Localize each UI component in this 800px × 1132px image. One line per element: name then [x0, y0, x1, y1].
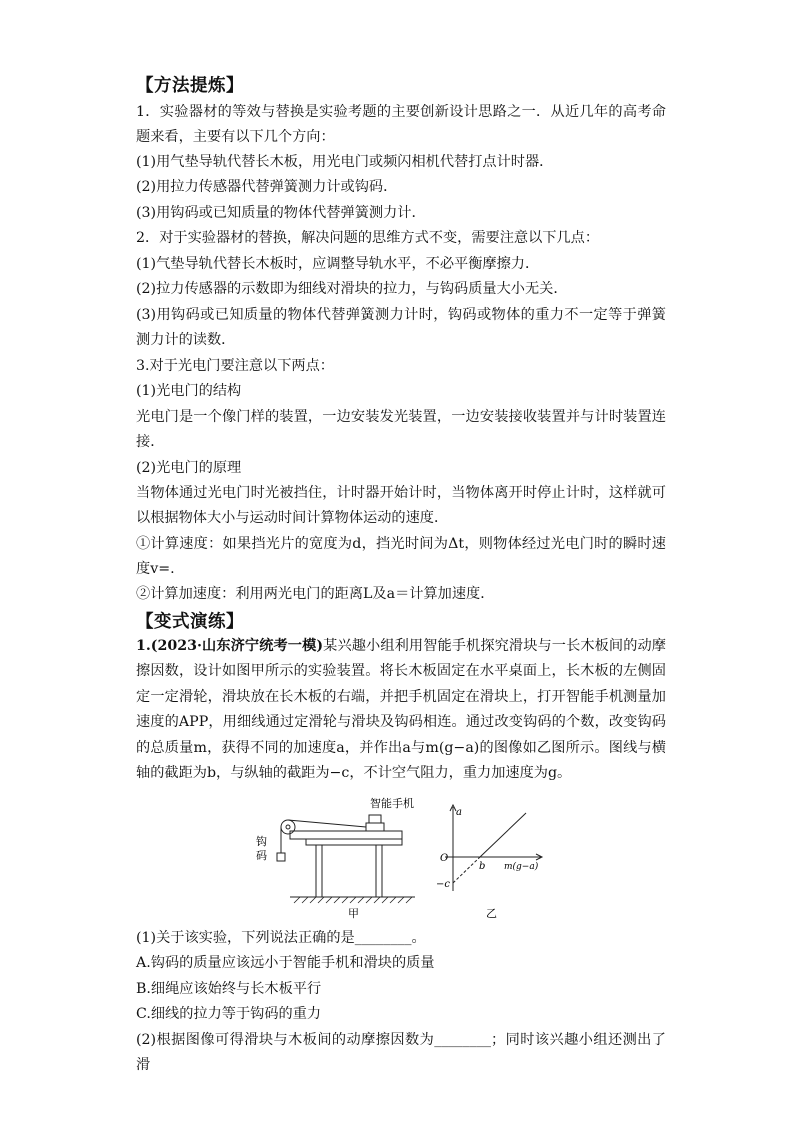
- question-1-source: 1.(2023·山东济宁统考一模): [136, 638, 324, 654]
- method-heading: 【方法提炼】: [136, 76, 244, 96]
- figure-jia-caption: 甲: [348, 907, 359, 920]
- option-b: B.细绳应该始终与长木板平行: [136, 981, 322, 997]
- table-top: [306, 839, 402, 845]
- graph-origin: O: [440, 853, 449, 864]
- hook-weight: [277, 853, 285, 861]
- method-para-1: 1．实验器材的等效与替换是实验考题的主要创新设计思路之一．从近几年的高考命题来看，主要有以下几个方向：: [136, 104, 666, 146]
- table-leg-right: [376, 845, 382, 897]
- graph-y-label: a: [456, 807, 462, 818]
- practice-heading: 【变式演练】: [136, 612, 244, 632]
- sub-question-1: (1)关于该实验，下列说法正确的是________。: [136, 930, 426, 946]
- method-para-2: 2．对于实验器材的替换，解决问题的思维方式不变，需要注意以下几点：: [136, 230, 600, 246]
- phone-label: 智能手机: [370, 797, 414, 810]
- question-1: [136, 634, 666, 786]
- method-para-3-1-title: (1)光电门的结构: [136, 383, 242, 399]
- graph-b-label: b: [479, 861, 486, 872]
- method-para-1-2: (2)用拉力传感器代替弹簧测力计或钩码．: [136, 179, 398, 195]
- method-acceleration: ②计算加速度：利用两光电门的距离L及a＝计算加速度．: [136, 586, 495, 602]
- option-a: A.钩码的质量应该远小于智能手机和滑块的质量: [136, 955, 435, 971]
- method-para-2-1: (1)气垫导轨代替长木板时，应调整导轨水平，不必平衡摩擦力．: [136, 256, 540, 272]
- smartphone: [369, 815, 381, 823]
- figure-svg: [250, 795, 560, 920]
- question-1-text: 某兴趣小组利用智能手机探究滑块与一长木板间的动摩擦因数，设计如图甲所示的实验装置。将长木板固定在水平桌面上，长木板的左侧固定一定滑轮，滑块放在长木板的右端，并把手机固定在滑块上，打开智能手机测量加速度的APP，用细线通过定滑轮与滑块及钩码相连。通过改变钩码的个数，改变钩码的总质量m，获得不同的加速度a，并作出a与m(g−a)的图像如乙图所示。图线与横轴的截距为b，与纵轴的截距为−c，不计空气阻力，重力加速度为g。: [136, 638, 666, 782]
- weight-label-bottom: 码: [256, 849, 267, 862]
- method-para-1-1: (1)用气垫导轨代替长木板，用光电门或频闪相机代替打点计时器．: [136, 154, 554, 170]
- experiment-figure: [250, 795, 560, 920]
- method-para-1-3: (3)用钩码或已知质量的物体代替弹簧测力计．: [136, 205, 426, 221]
- option-c: C.细线的拉力等于钩码的重力: [136, 1006, 322, 1022]
- string-horizontal: [288, 820, 366, 827]
- pulley: [281, 820, 295, 834]
- apparatus-diagram: [277, 815, 415, 903]
- method-para-3-2-title: (2)光电门的原理: [136, 460, 242, 476]
- method-para-3-2-body: 当物体通过光电门时光被挡住，计时器开始计时，当物体离开时停止计时，这样就可以根据物体大小与运动时间计算物体运动的速度．: [136, 485, 666, 527]
- method-para-2-2: (2)拉力传感器的示数即为细线对滑块的拉力，与钩码质量大小无关．: [136, 281, 568, 297]
- weight-label-top: 钩: [256, 835, 267, 848]
- pulley-axle: [286, 825, 290, 829]
- ground-hatch: [294, 897, 412, 903]
- graph-negc-label: −c: [436, 879, 450, 890]
- table-leg-left: [316, 845, 322, 897]
- figure-yi-caption: 乙: [486, 907, 497, 920]
- method-para-3-1-body: 光电门是一个像门样的装置，一边安装发光装置，一边安装接收装置并与计时装置连接．: [136, 409, 666, 451]
- method-velocity: ①计算速度：如果挡光片的宽度为d，挡光时间为Δt，则物体经过光电门时的瞬时速度v=.: [136, 536, 666, 578]
- graph-x-label: m(g−a): [504, 862, 539, 872]
- method-para-3: 3.对于光电门要注意以下两点：: [136, 358, 334, 374]
- slider-block: [366, 823, 384, 831]
- graph-line-extension: [453, 857, 480, 883]
- long-board: [290, 831, 402, 839]
- sub-question-2: (2)根据图像可得滑块与木板间的动摩擦因数为________；同时该兴趣小组还测出了滑: [136, 1032, 666, 1074]
- graph-line: [480, 813, 526, 857]
- method-para-2-3: (3)用钩码或已知质量的物体代替弹簧测力计时，钩码或物体的重力不一定等于弹簧测力计的读数．: [136, 307, 666, 349]
